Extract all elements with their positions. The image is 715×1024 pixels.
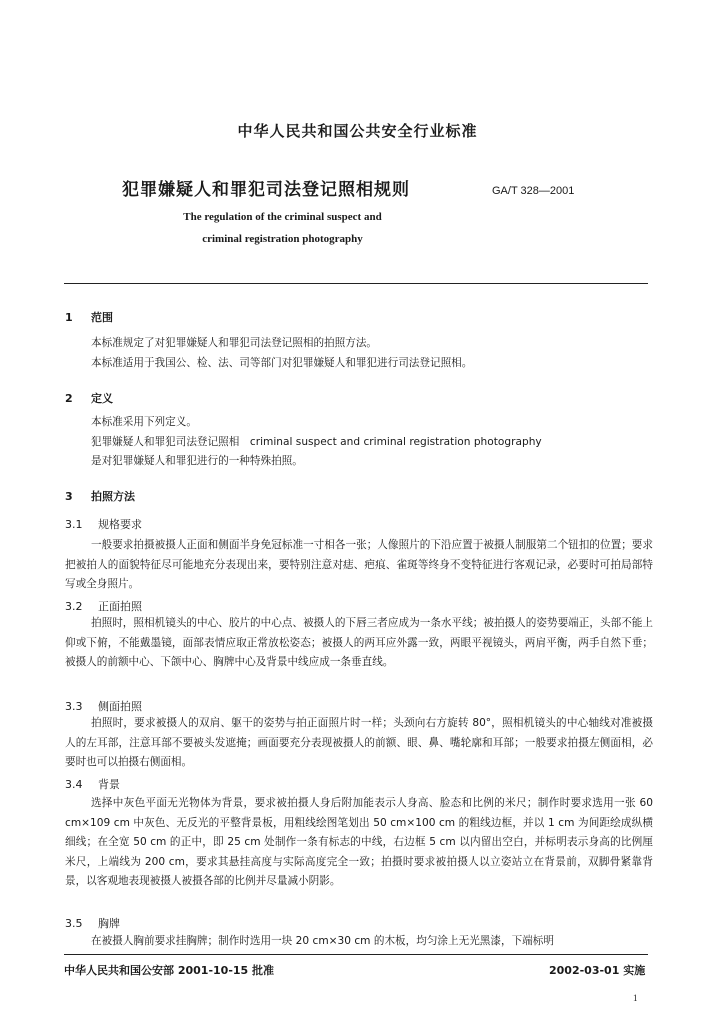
header-rule bbox=[64, 283, 648, 284]
subsection-number: 3.2 bbox=[65, 600, 83, 613]
subsection-title: 侧面拍照 bbox=[98, 700, 142, 713]
paragraph-line: 本标准适用于我国公、检、法、司等部门对犯罪嫌疑人和罪犯进行司法登记照相。 bbox=[91, 356, 473, 369]
section-title: 定义 bbox=[91, 392, 113, 405]
document-title-en-line1: The regulation of the criminal suspect and bbox=[183, 211, 382, 223]
section-number: 2 bbox=[65, 392, 73, 405]
page-number: 1 bbox=[633, 993, 638, 1003]
subsection-3-3-body: 拍照时，要求被摄人的双肩、躯干的姿势与拍正面照片时一样；头颈向右方旋转 80°，照相机镜头的中心轴线对准被摄人的左耳部，注意耳部不要被头发遮掩；画面要充分表现被摄人的前额、眼、鼻、嘴轮廓和耳部；一般要求拍摄左侧面相，必要时也可以拍摄右侧面相。 bbox=[65, 717, 653, 768]
section-1-body bbox=[65, 334, 651, 373]
approval-date: 中华人民共和国公安部 2001-10-15 批准 bbox=[64, 964, 275, 977]
subsection-number: 3.5 bbox=[65, 917, 83, 930]
subsection-3-1-heading bbox=[65, 516, 142, 532]
paragraph-line: 本标准规定了对犯罪嫌疑人和罪犯司法登记照相的拍照方法。 bbox=[91, 337, 378, 349]
footer-rule bbox=[64, 954, 648, 955]
subsection-3-5-body: 在被摄人胸前要求挂胸牌；制作时选用一块 20 cm×30 cm 的木板，均匀涂上无光黑漆，下端标明 bbox=[91, 935, 554, 947]
subsection-3-4-heading bbox=[65, 776, 120, 792]
subsection-3-2-heading bbox=[65, 598, 142, 614]
subsection-number: 3.4 bbox=[65, 778, 83, 791]
subsection-title: 胸牌 bbox=[98, 917, 120, 930]
document-title-zh: 犯罪嫌疑人和罪犯司法登记照相规则 bbox=[122, 180, 410, 200]
standard-body-heading: 中华人民共和国公共安全行业标准 bbox=[237, 122, 478, 140]
section-2-heading bbox=[65, 390, 113, 406]
document-title-en-line2: criminal registration photography bbox=[202, 233, 363, 245]
subsection-3-2-body: 拍照时，照相机镜头的中心、胶片的中心点、被摄人的下唇三者应成为一条水平线；被拍摄人的姿势要端正，头部不能上仰或下俯，不能戴墨镜，面部表情应取正常放松姿态；被摄人的两耳应外露一致，两眼平视镜头，两肩平衡，两手自然下垂；被摄人的前额中心、下颌中心、胸牌中心及背景中线应成一条垂直线。 bbox=[65, 617, 653, 668]
definition-term-line: 犯罪嫌疑人和罪犯司法登记照相 criminal suspect and criminal registration photography bbox=[91, 435, 542, 448]
section-number: 1 bbox=[65, 311, 73, 324]
subsection-3-3-heading bbox=[65, 698, 142, 714]
subsection-number: 3.1 bbox=[65, 518, 83, 531]
section-1-heading bbox=[65, 309, 113, 325]
subsection-3-1-body: 一般要求拍摄被摄人正面和侧面半身免冠标准一寸相各一张；人像照片的下沿应置于被摄人制服第二个钮扣的位置；要求把被拍人的面貌特征尽可能地充分表现出来，要特别注意对痣、疤痕、雀斑等终身不变特征进行客观记录，必要时可拍局部特写或全身照片。 bbox=[65, 539, 653, 590]
section-2-body bbox=[65, 413, 651, 472]
subsection-number: 3.3 bbox=[65, 700, 83, 713]
subsection-title: 规格要求 bbox=[98, 518, 142, 531]
subsection-title: 背景 bbox=[98, 778, 120, 791]
section-title: 范围 bbox=[91, 311, 113, 324]
standard-code: GA/T 328—2001 bbox=[492, 185, 575, 197]
implementation-date: 2002-03-01 实施 bbox=[549, 964, 646, 977]
subsection-title: 正面拍照 bbox=[98, 600, 142, 613]
subsection-3-5-heading bbox=[65, 915, 120, 931]
section-3-heading bbox=[65, 488, 135, 504]
section-number: 3 bbox=[65, 490, 73, 503]
paragraph-line: 是对犯罪嫌疑人和罪犯进行的一种特殊拍照。 bbox=[91, 455, 303, 467]
paragraph-line: 本标准采用下列定义。 bbox=[91, 416, 197, 428]
section-title: 拍照方法 bbox=[91, 490, 135, 503]
subsection-3-4-body: 选择中灰色平面无光物体为背景，要求被拍摄人身后附加能表示人身高、脸态和比例的米尺；制作时要求选用一张 60 cm×109 cm 中灰色、无反光的平整背景板，用粗线绘图笔划出 50 cm×100 cm 的粗线边框，并以 1 cm 为间距绘成纵横细线；在全宽 50 cm 的正中，即 25 cm 处制作一条有标志的中线，右边框 5 cm 以内留出空白，并标明表示身高的比例厘米尺，上端线为 200 cm，要求其悬挂高度与实际高度完全一致；拍摄时要求被拍摄人以立姿站立在背景前，双脚骨紧靠背景，以客观地表现被摄人被摄各部的比例并尽量减小阴影。 bbox=[65, 797, 653, 887]
